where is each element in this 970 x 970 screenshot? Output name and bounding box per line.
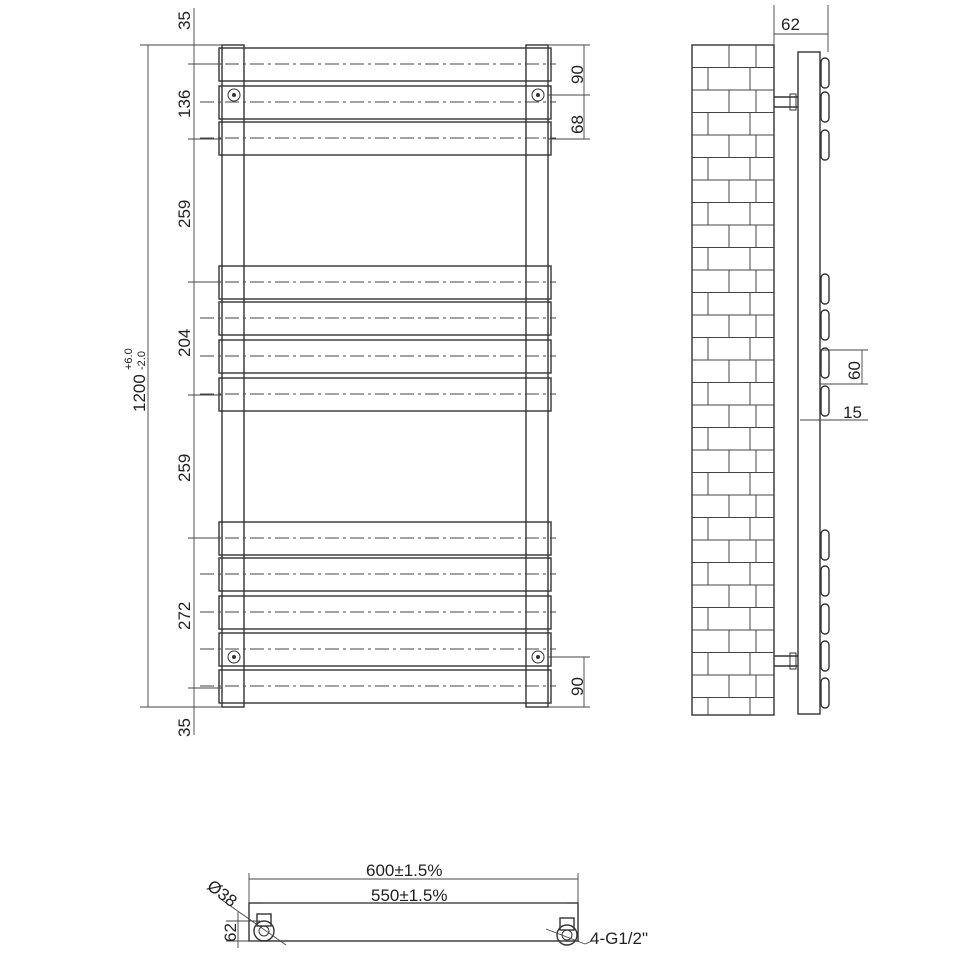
height-tol-upper: +6.0: [123, 348, 135, 370]
bracket-bottom: [774, 653, 798, 669]
side-bar-12: [821, 678, 829, 708]
dim-left-3: 259: [175, 199, 194, 228]
dim-right-3: 90: [568, 677, 587, 696]
horizontal-bars: [200, 48, 556, 703]
dim-left-5: 259: [175, 453, 194, 482]
dim-left-2: 136: [175, 89, 194, 118]
side-bar-6: [821, 348, 829, 378]
left-rail: [222, 45, 244, 707]
side-bar-2: [821, 92, 829, 122]
pipe-connection-left: [254, 914, 274, 941]
side-depth-label: 62: [781, 15, 800, 34]
bottom-view: [204, 861, 648, 948]
center-width-label: 550±1.5%: [371, 886, 448, 905]
bracket-top: [774, 94, 798, 110]
side-bar-1: [821, 58, 829, 88]
front-view: [123, 8, 590, 737]
side-bar-7: [821, 386, 829, 416]
side-thickness-label: 15: [843, 403, 862, 422]
side-spacing-label: 60: [845, 361, 864, 380]
wall: [692, 45, 774, 715]
dim-left-6: 272: [175, 601, 194, 630]
valve-top-right: [532, 89, 544, 101]
side-bar-5: [821, 310, 829, 340]
valve-bottom-left: [228, 651, 240, 663]
right-rail: [526, 45, 548, 707]
bottom-depth-label: 62: [221, 923, 240, 942]
valve-top-left: [228, 89, 240, 101]
side-bar-profiles: [821, 58, 829, 708]
brick-pattern: [692, 45, 774, 715]
connection-label: 4-G1/2": [590, 929, 649, 948]
dim-left-7: 35: [175, 718, 194, 737]
dim-right-1: 90: [568, 65, 587, 84]
dim-left-1: 35: [175, 11, 194, 30]
height-main-label: 1200: [130, 374, 149, 412]
side-bar-10: [821, 604, 829, 634]
dim-right-2: 68: [568, 115, 587, 134]
bottom-profile: [249, 903, 578, 941]
valve-bottom-right: [532, 651, 544, 663]
dim-left-4: 204: [175, 328, 194, 357]
pipe-diameter-label: Ø38: [203, 876, 241, 911]
height-tol-lower: -2.0: [136, 351, 148, 370]
overall-width-label: 600±1.5%: [366, 861, 443, 880]
side-bar-11: [821, 641, 829, 671]
side-bar-9: [821, 566, 829, 596]
side-view: [692, 5, 868, 715]
side-bar-4: [821, 274, 829, 304]
side-bar-3: [821, 130, 829, 160]
radiator-side-profile: [798, 52, 820, 714]
side-bar-8: [821, 530, 829, 560]
